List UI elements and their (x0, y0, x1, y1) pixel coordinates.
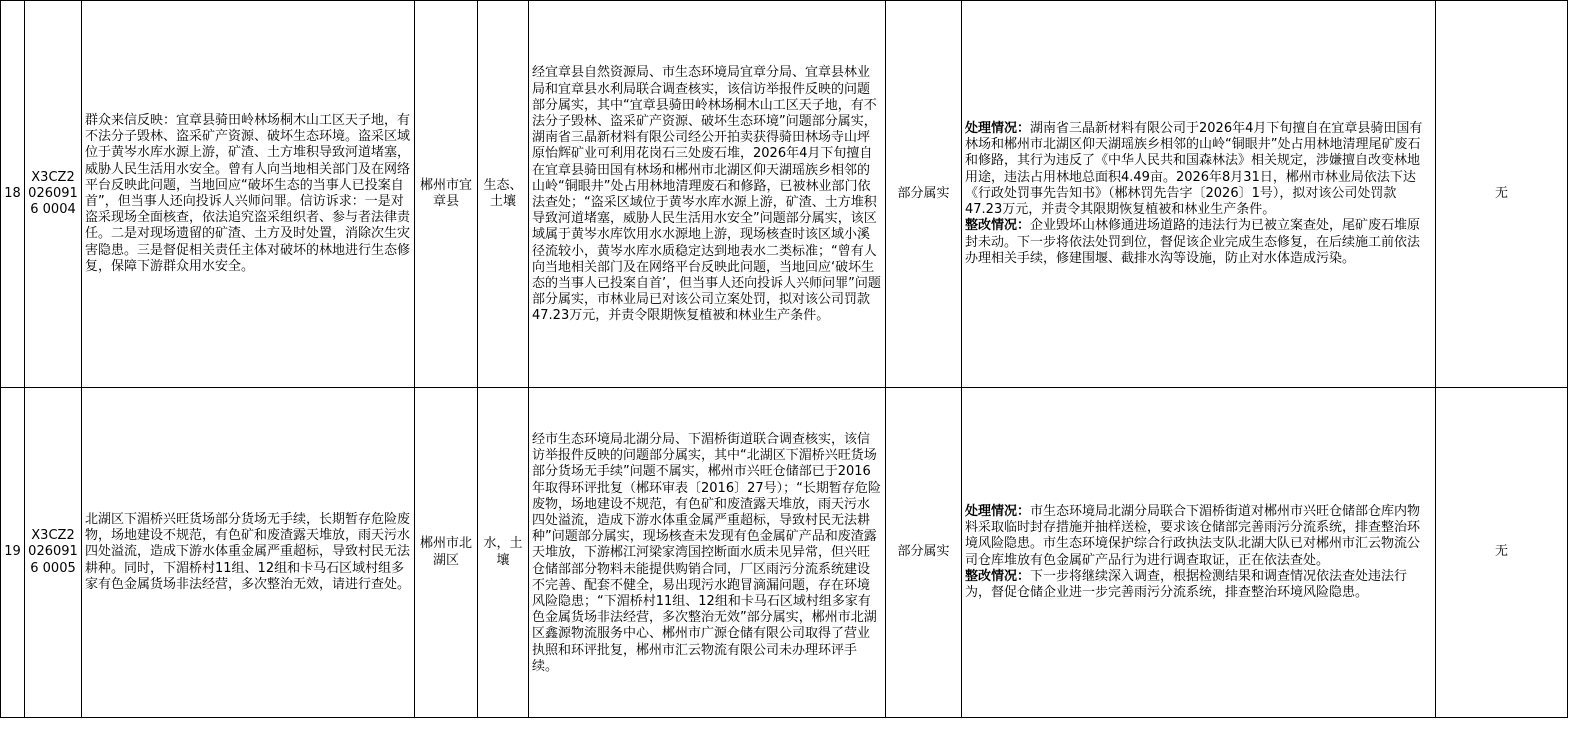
handling-paragraph (965, 504, 1432, 569)
table-row (1, 1, 1568, 388)
investigation-text: 经宜章县自然资源局、市生态环境局宜章分局、宜章县林业局和宜章县水利局联合调查核实，该信访举报件反映的问题部分属实，其中“宜章县骑田岭林场桐木山工区天子地，有不法分子毁林、盗采矿产资源、破坏生态环境”问题部分属实，湖南省三晶新材料有限公司经公开拍卖获得骑田林场寺山坪原怡辉矿业可利用花岗石三处废石堆，2026年4月下旬擅自在宜章县骑田国有林场和郴州市北湖区仰天湖瑶族乡相邻的山岭“铜眼井”处占用林地清理废石和修路，已被林业部门依法查处；“盗采区域位于黄岑水库水源上游，矿渣、土方堆积导致河道堵塞，威胁人民生活用水安全”问题部分属实，该区域属于黄岑水库饮用水水源地上游，现场核查时该区域小溪径流较小，黄岑水库水质稳定达到地表水二类标准；“曾有人向当地相关部门及在网络平台反映此问题，当地回应‘破坏生态的当事人已投案自首’，但当事人还向投诉人兴师问罪”问题部分属实，市林业局已对该公司立案处罚，拟对该公司罚款47.23万元，并责令限期恢复植被和林业生产条件。 (532, 65, 881, 324)
investigation-text: 经市生态环境局北湖分局、下湄桥街道联合调查核实，该信访举报件反映的问题部分属实，其中“北湖区下湄桥兴旺货场部分货场无手续”问题不属实，郴州市兴旺仓储部已于2016年取得环评批复（郴环审表〔2016〕27号）；“长期暂存危险废物，场地建设不规范，有色矿和废渣露天堆放，雨天污水四处溢流，造成下游水体重金属严重超标，导致村民无法耕种”问题部分属实，现场核查未发现有色金属矿产品和废渣露天堆放，下游郴江河梁家湾国控断面水质未见异常，但兴旺仓储部部分物料未能提供购销合同，厂区雨污分流系统建设不完善、配套不健全，易出现污水跑冒滴漏问题，存在环境风险隐患；“下湄桥村11组、12组和卡马石区域村组多家有色金属货场非法经营，多次整治无效”部分属实，郴州市北湖区鑫源物流服务中心、郴州市广源仓储有限公司取得了营业执照和环评批复，郴州市汇云物流有限公司未办理环评手续。 (532, 431, 881, 674)
handling-label: 处理情况： (965, 503, 1031, 519)
handling-block (965, 504, 1432, 601)
handling-rectification (962, 388, 1436, 718)
investigation-findings (529, 388, 886, 718)
table-row (1, 388, 1568, 718)
verification-result: 部分属实 (886, 1, 962, 388)
case-id: X3CZ20260916 0005 (25, 388, 82, 718)
rectify-label: 整改情况： (965, 568, 1031, 584)
row-number: 18 (1, 1, 25, 388)
rectify-label: 整改情况： (965, 218, 1031, 234)
complaint-content: 群众来信反映：宜章县骑田岭林场桐木山工区天子地，有不法分子毁林、盗采矿产资源、破坏生态环境。盗采区域位于黄岑水库水源上游，矿渣、土方堆积导致河道堵塞，威胁人民生活用水安全。曾有人向当地相关部门及在网络平台反映此问题，当地回应“破坏生态的当事人已投案自首”，但当事人还向投诉人兴师问罪。信访诉求：一是对盗采现场全面核查，依法追究盗采组织者、参与者法律责任。二是对现场遗留的矿渣、土方及时处置，消除次生灾害隐患。三是督促相关责任主体对破坏的林地进行生态修复，保障下游群众用水安全。 (82, 1, 415, 388)
rectify-text: 下一步将继续深入调查，根据检测结果和调查情况依法查处违法行为，督促仓储企业进一步完善雨污分流系统，排查整治环境风险隐患。 (965, 568, 1408, 600)
pollution-type: 水，土壤 (478, 388, 529, 718)
handling-label: 处理情况： (965, 121, 1031, 137)
case-id: X3CZ20260916 0004 (25, 1, 82, 388)
handling-rectification (962, 1, 1436, 388)
handling-text: 湖南省三晶新材料有限公司于2026年4月下旬擅自在宜章县骑田国有林场和郴州市北湖区仰天湖瑶族乡相邻的山岭“铜眼井”处占用林地清理尾矿废石和修路，其行为违反了《中华人民共和国森林法》相关规定，涉嫌擅自改变林地用途，违法占用林地总面积4.49亩。2026年8月31日，郴州市林业局依法下达《行政处罚事先告知书》（郴林罚先告字〔2026〕1号），拟对该公司处罚款47.23万元，并责令其限期恢复植被和林业生产条件。 (965, 121, 1423, 218)
rectify-paragraph (965, 569, 1432, 601)
complaint-content: 北湖区下湄桥兴旺货场部分货场无手续，长期暂存危险废物，场地建设不规范，有色矿和废渣露天堆放，雨天污水四处溢流，造成下游水体重金属严重超标，导致村民无法耕种。同时，下湄桥村11组、12组和卡马石区域村组多家有色金属货场非法经营，多次整治无效，请进行查处。 (82, 388, 415, 718)
pollution-type: 生态、土壤 (478, 1, 529, 388)
row-number: 19 (1, 388, 25, 718)
remarks: 无 (1436, 1, 1568, 388)
handling-text: 市生态环境局北湖分局联合下湄桥街道对郴州市兴旺仓储部仓库内物料采取临时封存措施并抽样送检，要求该仓储部完善雨污分流系统，排查整治环境风险隐患。市生态环境保护综合行政执法支队北湖大队已对郴州市汇云物流公司仓库堆放有色金属矿产品行为进行调查取证，正在依法查处。 (965, 503, 1421, 568)
handling-block (965, 121, 1432, 267)
handling-paragraph (965, 121, 1432, 218)
admin-area: 郴州市北湖区 (415, 388, 478, 718)
admin-area: 郴州市宜章县 (415, 1, 478, 388)
remarks: 无 (1436, 388, 1568, 718)
rectify-text: 企业毁坏山林修通进场道路的违法行为已被立案查处，尾矿废石堆原封未动。下一步将依法处罚到位，督促该企业完成生态修复，在后续施工前依法办理相关手续，修建围堰、截排水沟等设施，防止对水体造成污染。 (965, 218, 1421, 266)
verification-result: 部分属实 (886, 388, 962, 718)
rectify-paragraph (965, 218, 1432, 267)
investigation-findings (529, 1, 886, 388)
